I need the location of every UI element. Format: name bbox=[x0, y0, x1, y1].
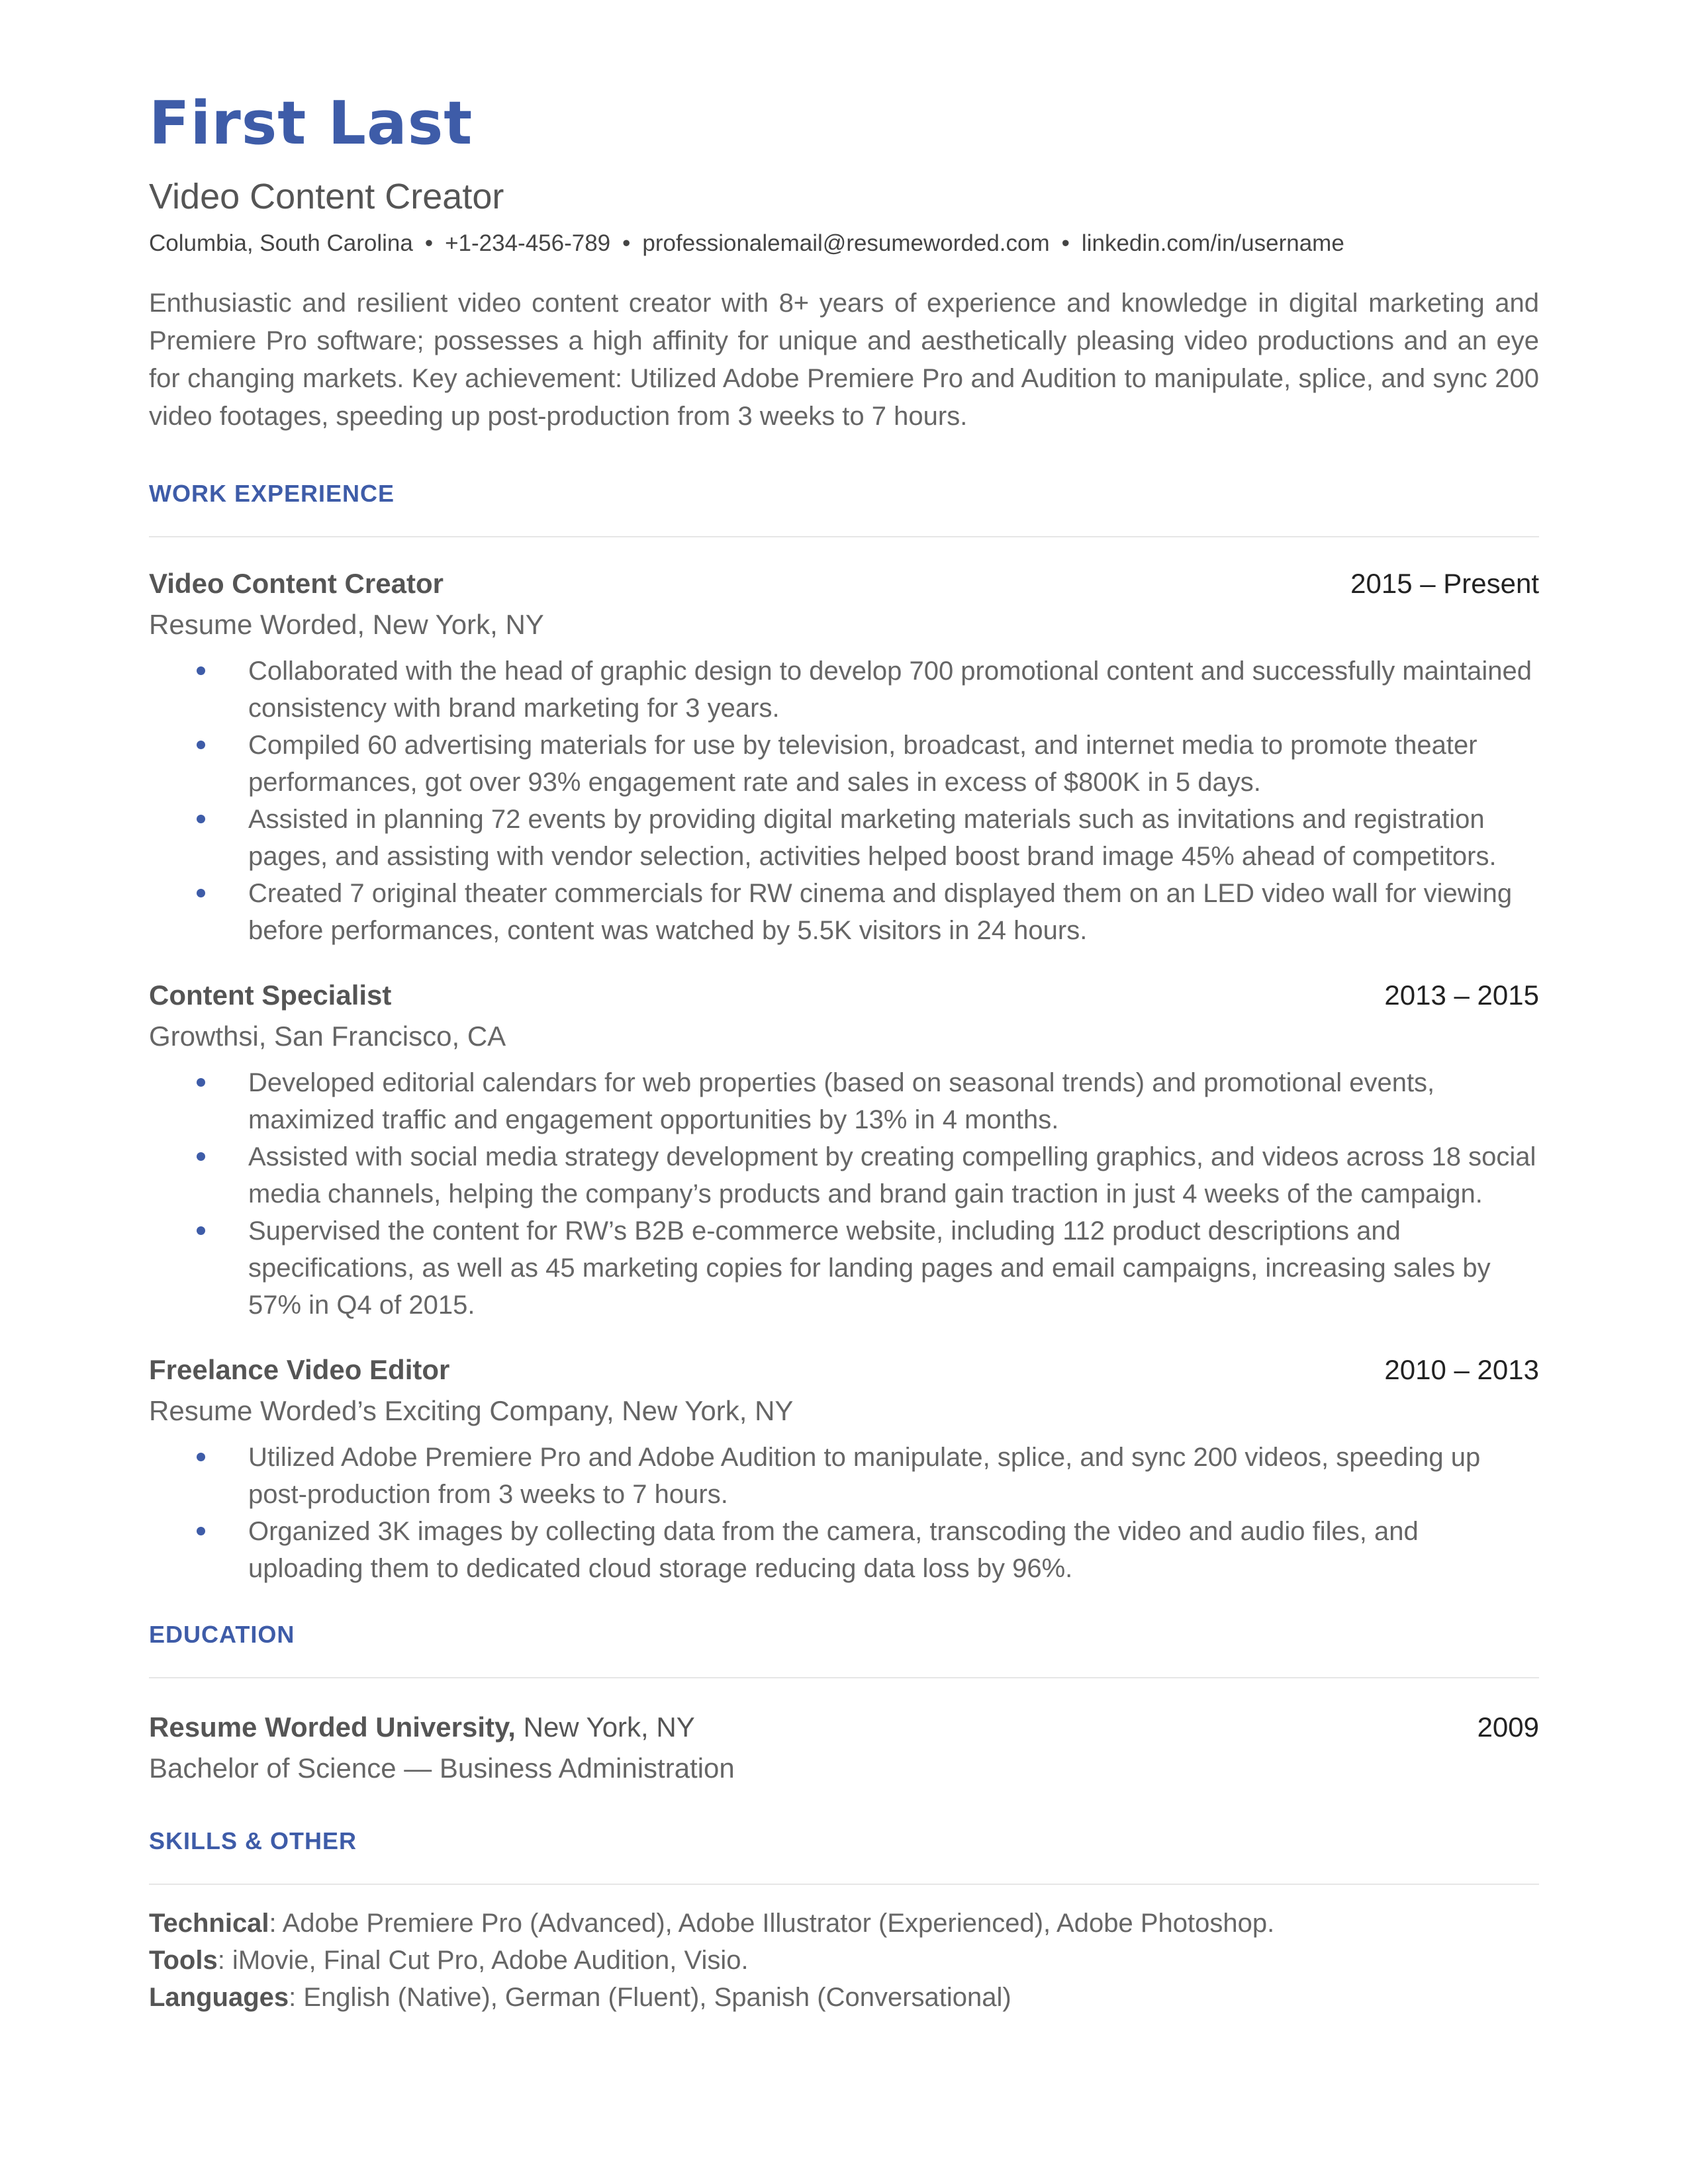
skills-label: Tools bbox=[149, 1946, 218, 1975]
job-bullets bbox=[149, 1439, 1539, 1587]
bullet-item bbox=[248, 1212, 1539, 1324]
skills-label: Technical bbox=[149, 1909, 269, 1938]
bullet-icon bbox=[197, 889, 205, 897]
bullet-icon bbox=[197, 741, 205, 749]
education-location: New York, NY bbox=[523, 1711, 695, 1743]
job-entry bbox=[149, 978, 1539, 1324]
bullet-text: Assisted in planning 72 events by providing digital marketing materials such as invitations and registration pages, and assisting with vendor selection, activities helped boost brand image 45% ahead of competitors. bbox=[248, 805, 1497, 871]
contact-separator: • bbox=[622, 230, 631, 256]
bullet-text: Compiled 60 advertising materials for use by television, broadcast, and internet media to promote theater performances, got over 93% engagement rate and sales in excess of $800K in 5 days. bbox=[248, 731, 1477, 797]
contact-line bbox=[149, 229, 1539, 258]
section-title-work: WORK EXPERIENCE bbox=[149, 480, 395, 507]
job-dates: 2015 – Present bbox=[1350, 568, 1539, 599]
bullet-text: Supervised the content for RW’s B2B e-commerce website, including 112 product descriptions and specifications, as well as 45 marketing copies for landing pages and email campaigns, increasing sales by 57% in Q4 of 2015. bbox=[248, 1216, 1491, 1320]
job-bullets bbox=[149, 1064, 1539, 1324]
skills-section bbox=[149, 1827, 1539, 2016]
bullet-text: Collaborated with the head of graphic design to develop 700 promotional content and successfully maintained consistency with brand marketing for 3 years. bbox=[248, 657, 1532, 723]
section-divider bbox=[149, 536, 1539, 537]
job-company: Growthsi, San Francisco, CA bbox=[149, 1021, 506, 1052]
bullet-icon bbox=[197, 666, 205, 675]
bullet-item bbox=[248, 801, 1539, 875]
skills-value: : iMovie, Final Cut Pro, Adobe Audition, Visio. bbox=[217, 1946, 749, 1975]
bullet-text: Developed editorial calendars for web properties (based on seasonal trends) and promotional events, maximized traffic and engagement opportunities by 13% in 4 months. bbox=[248, 1068, 1435, 1134]
contact-phone: +1-234-456-789 bbox=[445, 230, 611, 256]
job-title: Video Content Creator bbox=[149, 568, 444, 599]
job-entry bbox=[149, 1353, 1539, 1587]
education-school-line bbox=[149, 1710, 695, 1745]
skills-technical bbox=[149, 1905, 1539, 1942]
job-dates: 2010 – 2013 bbox=[1384, 1354, 1539, 1385]
bullet-icon bbox=[197, 1152, 205, 1161]
section-divider bbox=[149, 1884, 1539, 1885]
education-degree: Bachelor of Science — Business Administration bbox=[149, 1752, 735, 1784]
bullet-item bbox=[248, 1439, 1539, 1513]
bullet-text: Created 7 original theater commercials for RW cinema and displayed them on an LED video wall for viewing before performances, content was watched by 5.5K visitors in 24 hours. bbox=[248, 879, 1513, 945]
education-section bbox=[149, 1620, 1539, 1787]
contact-separator: • bbox=[424, 230, 434, 256]
job-title: Content Specialist bbox=[149, 979, 392, 1011]
section-divider bbox=[149, 1677, 1539, 1678]
candidate-name: First Last bbox=[149, 89, 473, 158]
bullet-icon bbox=[197, 1527, 205, 1535]
bullet-text: Organized 3K images by collecting data from the camera, transcoding the video and audio files, and uploading them to dedicated cloud storage reducing data loss by 96%. bbox=[248, 1517, 1419, 1583]
bullet-icon bbox=[197, 1453, 205, 1461]
education-school: Resume Worded University, bbox=[149, 1711, 516, 1743]
bullet-icon bbox=[197, 815, 205, 823]
bullet-text: Utilized Adobe Premiere Pro and Adobe Audition to manipulate, splice, and sync 200 videos, speeding up post-production from 3 weeks to 7 hours. bbox=[248, 1443, 1481, 1509]
bullet-item bbox=[248, 875, 1539, 949]
bullet-icon bbox=[197, 1078, 205, 1087]
job-entry bbox=[149, 567, 1539, 949]
contact-location: Columbia, South Carolina bbox=[149, 230, 413, 256]
summary: Enthusiastic and resilient video content creator with 8+ years of experience and knowledge in digital marketing and Premiere Pro software; possesses a high affinity for unique and aesthetically pleasing video productions and an eye for changing markets. Key achievement: Utilized Adobe Premiere Pro and Audition to manipulate, splice, and sync 200 video footages, speeding up post-production from 3 weeks to 7 hours. bbox=[149, 289, 1539, 431]
section-title-skills: SKILLS & OTHER bbox=[149, 1827, 357, 1854]
skills-value: : English (Native), German (Fluent), Spanish (Conversational) bbox=[289, 1983, 1011, 2012]
job-bullets bbox=[149, 653, 1539, 949]
bullet-item bbox=[248, 727, 1539, 801]
bullet-icon bbox=[197, 1226, 205, 1235]
contact-linkedin: linkedin.com/in/username bbox=[1081, 230, 1344, 256]
section-title-education: EDUCATION bbox=[149, 1621, 295, 1648]
contact-separator: • bbox=[1061, 230, 1070, 256]
job-company: Resume Worded’s Exciting Company, New York, NY bbox=[149, 1395, 794, 1426]
bullet-text: Assisted with social media strategy development by creating compelling graphics, and videos across 18 social media channels, helping the company’s products and brand gain traction in just 4 weeks of the campaign. bbox=[248, 1142, 1536, 1208]
contact-email: professionalemail@resumeworded.com bbox=[642, 230, 1050, 256]
bullet-item bbox=[248, 653, 1539, 727]
skills-languages bbox=[149, 1979, 1539, 2016]
education-year: 2009 bbox=[1477, 1711, 1539, 1743]
candidate-role: Video Content Creator bbox=[149, 177, 504, 216]
bullet-item bbox=[248, 1513, 1539, 1587]
work-experience-section bbox=[149, 479, 1539, 1587]
bullet-item bbox=[248, 1064, 1539, 1138]
job-title: Freelance Video Editor bbox=[149, 1354, 450, 1385]
job-dates: 2013 – 2015 bbox=[1384, 979, 1539, 1011]
skills-label: Languages bbox=[149, 1983, 289, 2012]
skills-value: : Adobe Premiere Pro (Advanced), Adobe Illustrator (Experienced), Adobe Photoshop. bbox=[269, 1909, 1275, 1938]
skills-tools bbox=[149, 1942, 1539, 1979]
bullet-item bbox=[248, 1138, 1539, 1212]
job-company: Resume Worded, New York, NY bbox=[149, 609, 544, 640]
